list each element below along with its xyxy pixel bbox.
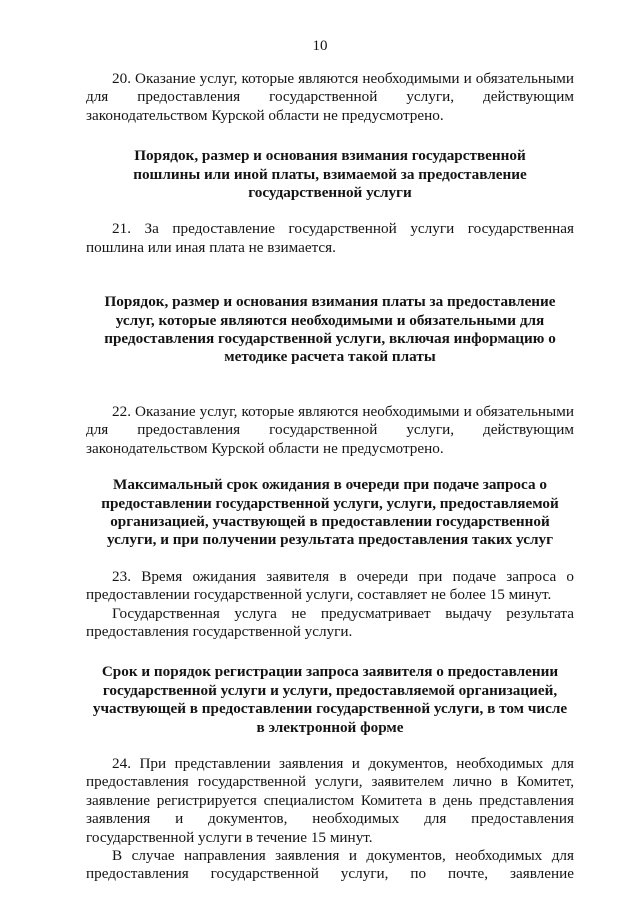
heading-state-fee: Порядок, размер и основания взимания государственной пошлины или иной платы, взимаемой за предоставление государственной услуги xyxy=(133,147,527,202)
paragraph-21: 21. За предоставление государственной услуги государственная пошлина или иная плата не взимается. xyxy=(86,220,574,256)
heading-queue-time: Максимальный срок ожидания в очереди при подаче запроса о предоставлении государственной услуги, услуги, предоставляемой организацией, участвующей в предоставлении государственной услуги, и при получении результата предоставления таких услуг xyxy=(101,476,559,549)
heading-mandatory-services-fee: Порядок, размер и основания взимания платы за предоставление услуг, которые являются необходимыми и обязательными для предоставления государственной услуги, включая информацию о методике расчета такой платы xyxy=(104,293,556,366)
paragraph-24-continued: В случае направления заявления и документов, необходимых для предоставления государственной услуги, по почте, заявление xyxy=(86,847,574,883)
heading-request-registration: Срок и порядок регистрации запроса заявителя о предоставлении государственной услуги и услуги, предоставляемой организацией, участвующей в предоставлении государственной услуги, в том числе в электронной форме xyxy=(92,663,568,736)
page-content xyxy=(86,70,574,884)
paragraph-24: 24. При представлении заявления и документов, необходимых для предоставления государственной услуги, заявителем лично в Комитет, заявление регистрируется специалистом Комитета в день представления заявления и документов, необходимых для предоставления государственной услуги в течение 15 минут. xyxy=(86,754,574,846)
page-number: 10 xyxy=(312,38,328,54)
paragraph-23: 23. Время ожидания заявителя в очереди при подаче запроса о предоставлении государственной услуги, составляет не более 15 минут. xyxy=(86,567,574,604)
paragraph-20: 20. Оказание услуг, которые являются необходимыми и обязательными для предоставления государственной услуги, действующим законодательством Курской области не предусмотрено. xyxy=(86,70,574,124)
paragraph-23-continued: Государственная услуга не предусматривает выдачу результата предоставления государственной услуги. xyxy=(86,604,574,640)
paragraph-22: 22. Оказание услуг, которые являются необходимыми и обязательными для предоставления государственной услуги, действующим законодательством Курской области не предусмотрено. xyxy=(86,402,574,457)
